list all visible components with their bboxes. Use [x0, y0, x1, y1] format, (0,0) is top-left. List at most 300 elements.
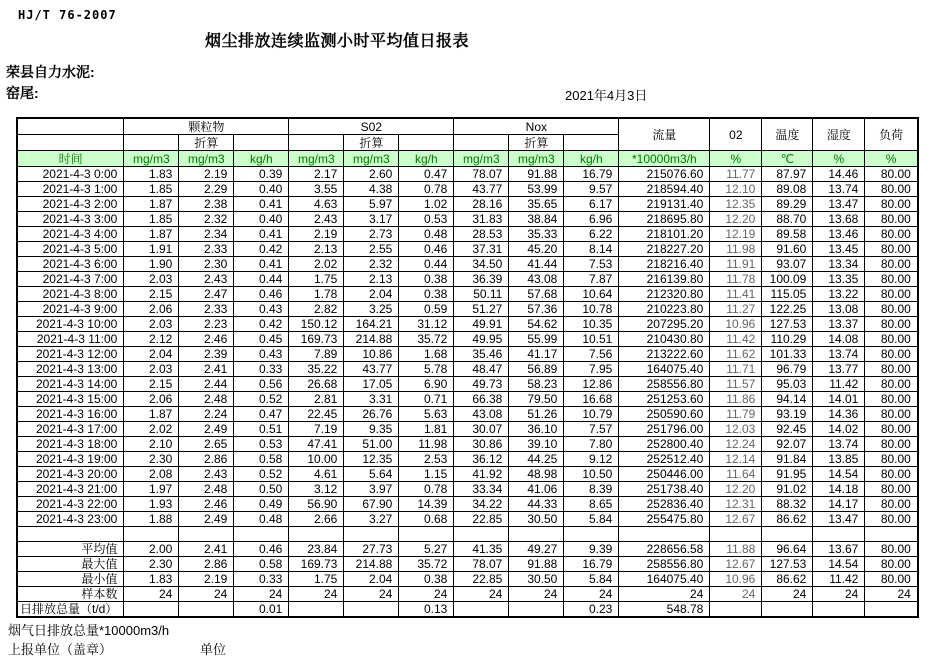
value-cell: 11.57 [710, 377, 762, 392]
value-cell: 11.42 [813, 377, 865, 392]
time-cell: 2021-4-3 22:00 [17, 497, 124, 512]
value-cell: 80.00 [865, 332, 918, 347]
value-cell: 24 [762, 587, 813, 602]
value-cell: 24 [619, 587, 710, 602]
value-cell: 0.46 [399, 242, 454, 257]
value-cell: 2.43 [179, 467, 234, 482]
time-cell: 2021-4-3 5:00 [17, 242, 124, 257]
value-cell: 11.98 [399, 437, 454, 452]
value-cell: 13.37 [813, 317, 865, 332]
table-body [17, 167, 918, 618]
value-cell: 110.29 [762, 332, 813, 347]
time-cell: 2021-4-3 19:00 [17, 452, 124, 467]
value-cell [454, 602, 509, 618]
value-cell: 13.47 [813, 197, 865, 212]
value-cell: 1.15 [399, 467, 454, 482]
value-cell: 66.38 [454, 392, 509, 407]
unit-cell: kg/h [564, 151, 619, 167]
value-cell: 12.67 [710, 557, 762, 572]
value-cell: 80.00 [865, 392, 918, 407]
value-cell: 80.00 [865, 482, 918, 497]
value-cell: 13.35 [813, 272, 865, 287]
value-cell: 0.47 [234, 407, 289, 422]
value-cell: 0.38 [399, 287, 454, 302]
value-cell: 55.99 [509, 332, 564, 347]
value-cell: 51.27 [454, 302, 509, 317]
column-header-o2: 02 [710, 118, 762, 151]
empty-cell [454, 135, 509, 151]
value-cell: 13.47 [813, 512, 865, 527]
value-cell: 57.36 [509, 302, 564, 317]
value-cell: 48.47 [454, 362, 509, 377]
value-cell: 3.97 [344, 482, 399, 497]
time-cell: 2021-4-3 8:00 [17, 287, 124, 302]
value-cell: 12.67 [710, 512, 762, 527]
value-cell: 79.50 [509, 392, 564, 407]
value-cell: 47.41 [289, 437, 344, 452]
value-cell: 26.76 [344, 407, 399, 422]
value-cell: 1.83 [124, 167, 179, 182]
value-cell: 87.97 [762, 167, 813, 182]
value-cell: 3.12 [289, 482, 344, 497]
value-cell: 5.97 [344, 197, 399, 212]
value-cell: 23.84 [289, 542, 344, 557]
value-cell: 0.38 [399, 572, 454, 587]
value-cell: 1.97 [124, 482, 179, 497]
value-cell: 12.35 [344, 452, 399, 467]
value-cell: 0.58 [234, 452, 289, 467]
data-row [17, 302, 918, 317]
value-cell: 216139.80 [619, 272, 710, 287]
data-row [17, 272, 918, 287]
value-cell: 30.50 [509, 512, 564, 527]
value-cell: 4.63 [289, 197, 344, 212]
value-cell: 9.35 [344, 422, 399, 437]
data-row [17, 182, 918, 197]
value-cell: 250590.60 [619, 407, 710, 422]
value-cell: 251796.00 [619, 422, 710, 437]
data-row [17, 212, 918, 227]
value-cell: 34.50 [454, 257, 509, 272]
value-cell: 11.64 [710, 467, 762, 482]
time-cell: 2021-4-3 21:00 [17, 482, 124, 497]
value-cell: 0.78 [399, 182, 454, 197]
value-cell: 0.46 [234, 542, 289, 557]
data-row [17, 167, 918, 182]
value-cell: 7.56 [564, 347, 619, 362]
value-cell: 14.17 [813, 497, 865, 512]
value-cell: 0.39 [234, 167, 289, 182]
value-cell: 7.89 [289, 347, 344, 362]
value-cell: 26.68 [289, 377, 344, 392]
value-cell: 7.57 [564, 422, 619, 437]
converted-label: 折算 [179, 135, 234, 151]
value-cell: 2.30 [124, 557, 179, 572]
data-row [17, 227, 918, 242]
value-cell: 5.84 [564, 512, 619, 527]
value-cell: 91.60 [762, 242, 813, 257]
value-cell: 0.52 [234, 467, 289, 482]
value-cell: 5.84 [564, 572, 619, 587]
value-cell: 50.11 [454, 287, 509, 302]
value-cell: 164075.40 [619, 362, 710, 377]
value-cell: 80.00 [865, 212, 918, 227]
value-cell: 91.95 [762, 467, 813, 482]
value-cell: 51.26 [509, 407, 564, 422]
value-cell: 3.17 [344, 212, 399, 227]
value-cell: 43.77 [344, 362, 399, 377]
value-cell: 89.29 [762, 197, 813, 212]
value-cell: 78.07 [454, 557, 509, 572]
value-cell: 80.00 [865, 167, 918, 182]
unit-cell: mg/m3 [509, 151, 564, 167]
time-cell: 2021-4-3 9:00 [17, 302, 124, 317]
group-header-particulate: 颗粒物 [124, 118, 289, 135]
value-cell: 30.07 [454, 422, 509, 437]
value-cell: 16.68 [564, 392, 619, 407]
value-cell: 53.99 [509, 182, 564, 197]
value-cell: 0.33 [234, 572, 289, 587]
value-cell: 95.03 [762, 377, 813, 392]
value-cell: 11.42 [710, 332, 762, 347]
value-cell: 36.12 [454, 452, 509, 467]
value-cell: 56.90 [289, 497, 344, 512]
value-cell: 17.05 [344, 377, 399, 392]
value-cell: 1.87 [124, 227, 179, 242]
value-cell: 80.00 [865, 362, 918, 377]
value-cell: 11.78 [710, 272, 762, 287]
value-cell: 12.03 [710, 422, 762, 437]
value-cell: 56.89 [509, 362, 564, 377]
header-row-groups [17, 118, 918, 135]
value-cell [813, 527, 865, 542]
time-cell: 2021-4-3 2:00 [17, 197, 124, 212]
value-cell: 0.41 [234, 197, 289, 212]
value-cell: 58.23 [509, 377, 564, 392]
value-cell: 2.53 [399, 452, 454, 467]
value-cell: 2.86 [179, 452, 234, 467]
summary-row [17, 572, 918, 587]
value-cell: 258556.80 [619, 377, 710, 392]
value-cell: 5.27 [399, 542, 454, 557]
value-cell: 14.08 [813, 332, 865, 347]
value-cell: 12.20 [710, 212, 762, 227]
value-cell: 13.67 [813, 542, 865, 557]
value-cell: 7.19 [289, 422, 344, 437]
value-cell: 35.72 [399, 332, 454, 347]
time-cell: 2021-4-3 3:00 [17, 212, 124, 227]
value-cell [289, 527, 344, 542]
value-cell: 0.42 [234, 242, 289, 257]
value-cell: 80.00 [865, 452, 918, 467]
value-cell: 1.68 [399, 347, 454, 362]
value-cell: 1.83 [124, 572, 179, 587]
value-cell: 30.50 [509, 572, 564, 587]
value-cell: 92.07 [762, 437, 813, 452]
value-cell: 1.87 [124, 197, 179, 212]
value-cell: 2.34 [179, 227, 234, 242]
value-cell: 2.30 [124, 452, 179, 467]
value-cell: 44.33 [509, 497, 564, 512]
value-cell [509, 602, 564, 618]
value-cell [710, 602, 762, 618]
value-cell: 43.08 [454, 407, 509, 422]
value-cell: 7.95 [564, 362, 619, 377]
unit-cell: mg/m3 [289, 151, 344, 167]
value-cell: 2.81 [289, 392, 344, 407]
value-cell: 80.00 [865, 242, 918, 257]
value-cell: 13.74 [813, 437, 865, 452]
value-cell [124, 527, 179, 542]
value-cell: 0.38 [399, 272, 454, 287]
data-row [17, 197, 918, 212]
value-cell [399, 527, 454, 542]
time-cell: 2021-4-3 14:00 [17, 377, 124, 392]
value-cell: 86.62 [762, 572, 813, 587]
value-cell: 251738.40 [619, 482, 710, 497]
summary-row [17, 542, 918, 557]
value-cell: 0.01 [234, 602, 289, 618]
value-cell: 24 [234, 587, 289, 602]
value-cell: 2.15 [124, 287, 179, 302]
time-cell: 2021-4-3 13:00 [17, 362, 124, 377]
time-column-header: 时间 [17, 151, 124, 167]
time-cell: 2021-4-3 17:00 [17, 422, 124, 437]
value-cell: 11.86 [710, 392, 762, 407]
value-cell: 6.17 [564, 197, 619, 212]
data-row [17, 512, 918, 527]
value-cell: 94.14 [762, 392, 813, 407]
value-cell: 13.45 [813, 242, 865, 257]
value-cell: 24 [509, 587, 564, 602]
data-row [17, 392, 918, 407]
value-cell: 35.72 [399, 557, 454, 572]
value-cell: 13.77 [813, 362, 865, 377]
value-cell: 43.77 [454, 182, 509, 197]
value-cell: 24 [289, 587, 344, 602]
value-cell [813, 602, 865, 618]
value-cell: 0.52 [234, 392, 289, 407]
value-cell: 13.68 [813, 212, 865, 227]
value-cell: 0.44 [234, 272, 289, 287]
value-cell: 2.65 [179, 437, 234, 452]
value-cell: 92.45 [762, 422, 813, 437]
value-cell: 255475.80 [619, 512, 710, 527]
summary-label: 平均值 [17, 542, 124, 557]
value-cell: 14.02 [813, 422, 865, 437]
value-cell [710, 527, 762, 542]
value-cell [344, 602, 399, 618]
group-header-so2: S02 [289, 118, 454, 135]
report-table [16, 117, 919, 618]
value-cell: 91.88 [509, 557, 564, 572]
value-cell: 12.20 [710, 482, 762, 497]
value-cell: 80.00 [865, 557, 918, 572]
value-cell: 0.68 [399, 512, 454, 527]
value-cell: 210223.80 [619, 302, 710, 317]
value-cell: 2.32 [344, 257, 399, 272]
value-cell: 10.78 [564, 302, 619, 317]
unit-cell: mg/m3 [344, 151, 399, 167]
value-cell: 28.53 [454, 227, 509, 242]
time-cell [17, 527, 124, 542]
value-cell: 2.55 [344, 242, 399, 257]
value-cell: 0.71 [399, 392, 454, 407]
unit-cell: mg/m3 [454, 151, 509, 167]
data-row [17, 482, 918, 497]
value-cell: 24 [865, 587, 918, 602]
value-cell: 0.45 [234, 332, 289, 347]
value-cell: 30.86 [454, 437, 509, 452]
data-row [17, 332, 918, 347]
value-cell: 2.38 [179, 197, 234, 212]
value-cell: 24 [813, 587, 865, 602]
value-cell [234, 527, 289, 542]
value-cell: 2.60 [344, 167, 399, 182]
value-cell: 2.49 [179, 512, 234, 527]
time-cell: 2021-4-3 7:00 [17, 272, 124, 287]
value-cell: 24 [124, 587, 179, 602]
value-cell: 2.43 [179, 272, 234, 287]
value-cell: 3.27 [344, 512, 399, 527]
value-cell: 0.48 [399, 227, 454, 242]
value-cell: 2.17 [289, 167, 344, 182]
value-cell: 45.20 [509, 242, 564, 257]
data-row [17, 497, 918, 512]
value-cell: 2.04 [344, 572, 399, 587]
value-cell: 5.64 [344, 467, 399, 482]
value-cell: 13.74 [813, 182, 865, 197]
value-cell: 10.00 [289, 452, 344, 467]
value-cell: 164.21 [344, 317, 399, 332]
value-cell: 2.33 [179, 302, 234, 317]
column-header-humidity: 湿度 [813, 118, 865, 151]
value-cell: 2.66 [289, 512, 344, 527]
unit-label: 单位 [200, 642, 227, 657]
value-cell: 0.50 [234, 482, 289, 497]
value-cell: 0.78 [399, 482, 454, 497]
value-cell: 11.42 [813, 572, 865, 587]
value-cell: 14.54 [813, 467, 865, 482]
value-cell: 218695.80 [619, 212, 710, 227]
value-cell: 43.08 [509, 272, 564, 287]
stack-name: 窑尾: [6, 85, 39, 101]
value-cell [344, 527, 399, 542]
value-cell: 250446.00 [619, 467, 710, 482]
value-cell: 115.05 [762, 287, 813, 302]
empty-cell [399, 135, 454, 151]
value-cell: 24 [454, 587, 509, 602]
value-cell: 6.90 [399, 377, 454, 392]
value-cell: 11.41 [710, 287, 762, 302]
unit-cell: kg/h [399, 151, 454, 167]
value-cell: 0.43 [234, 302, 289, 317]
value-cell: 2.86 [179, 557, 234, 572]
value-cell: 0.53 [399, 212, 454, 227]
value-cell: 127.53 [762, 557, 813, 572]
value-cell: 80.00 [865, 542, 918, 557]
value-cell: 2.10 [124, 437, 179, 452]
time-cell: 2021-4-3 10:00 [17, 317, 124, 332]
value-cell [124, 602, 179, 618]
empty-cell [234, 135, 289, 151]
value-cell: 2.32 [179, 212, 234, 227]
value-cell: 12.31 [710, 497, 762, 512]
reporting-unit-label: 上报单位（盖章） [8, 642, 113, 657]
value-cell: 0.33 [234, 362, 289, 377]
empty-cell [564, 135, 619, 151]
value-cell: 67.90 [344, 497, 399, 512]
value-cell: 2.03 [124, 317, 179, 332]
value-cell: 2.12 [124, 332, 179, 347]
value-cell: 0.48 [234, 512, 289, 527]
value-cell: 2.04 [124, 347, 179, 362]
value-cell: 13.46 [813, 227, 865, 242]
value-cell: 0.58 [234, 557, 289, 572]
value-cell: 80.00 [865, 347, 918, 362]
value-cell: 11.98 [710, 242, 762, 257]
value-cell [564, 527, 619, 542]
value-cell: 218594.40 [619, 182, 710, 197]
value-cell: 213222.60 [619, 347, 710, 362]
time-cell: 2021-4-3 4:00 [17, 227, 124, 242]
empty-cell [289, 135, 344, 151]
value-cell: 14.36 [813, 407, 865, 422]
value-cell: 49.73 [454, 377, 509, 392]
value-cell: 11.77 [710, 167, 762, 182]
value-cell: 12.35 [710, 197, 762, 212]
summary-label: 日排放总量（t/d） [17, 602, 124, 618]
value-cell: 2.06 [124, 392, 179, 407]
value-cell: 86.62 [762, 512, 813, 527]
data-row [17, 407, 918, 422]
value-cell: 80.00 [865, 422, 918, 437]
value-cell: 10.96 [710, 572, 762, 587]
value-cell: 3.31 [344, 392, 399, 407]
value-cell: 1.93 [124, 497, 179, 512]
value-cell: 0.43 [234, 347, 289, 362]
value-cell: 11.79 [710, 407, 762, 422]
value-cell: 91.84 [762, 452, 813, 467]
value-cell: 80.00 [865, 377, 918, 392]
value-cell: 12.10 [710, 182, 762, 197]
value-cell: 35.65 [509, 197, 564, 212]
value-cell: 10.79 [564, 407, 619, 422]
value-cell: 252836.40 [619, 497, 710, 512]
value-cell: 10.50 [564, 467, 619, 482]
value-cell [619, 527, 710, 542]
value-cell: 91.02 [762, 482, 813, 497]
value-cell: 2.03 [124, 272, 179, 287]
value-cell: 1.81 [399, 422, 454, 437]
value-cell: 88.70 [762, 212, 813, 227]
time-cell: 2021-4-3 12:00 [17, 347, 124, 362]
value-cell: 4.38 [344, 182, 399, 197]
value-cell: 0.53 [234, 437, 289, 452]
value-cell: 2.08 [124, 467, 179, 482]
value-cell: 11.62 [710, 347, 762, 362]
value-cell: 9.57 [564, 182, 619, 197]
value-cell: 2.47 [179, 287, 234, 302]
value-cell: 0.51 [234, 422, 289, 437]
value-cell: 80.00 [865, 287, 918, 302]
value-cell: 0.49 [234, 497, 289, 512]
time-cell: 2021-4-3 1:00 [17, 182, 124, 197]
column-header-flow: 流量 [619, 118, 710, 151]
value-cell: 212320.80 [619, 287, 710, 302]
value-cell: 14.01 [813, 392, 865, 407]
value-cell: 41.17 [509, 347, 564, 362]
